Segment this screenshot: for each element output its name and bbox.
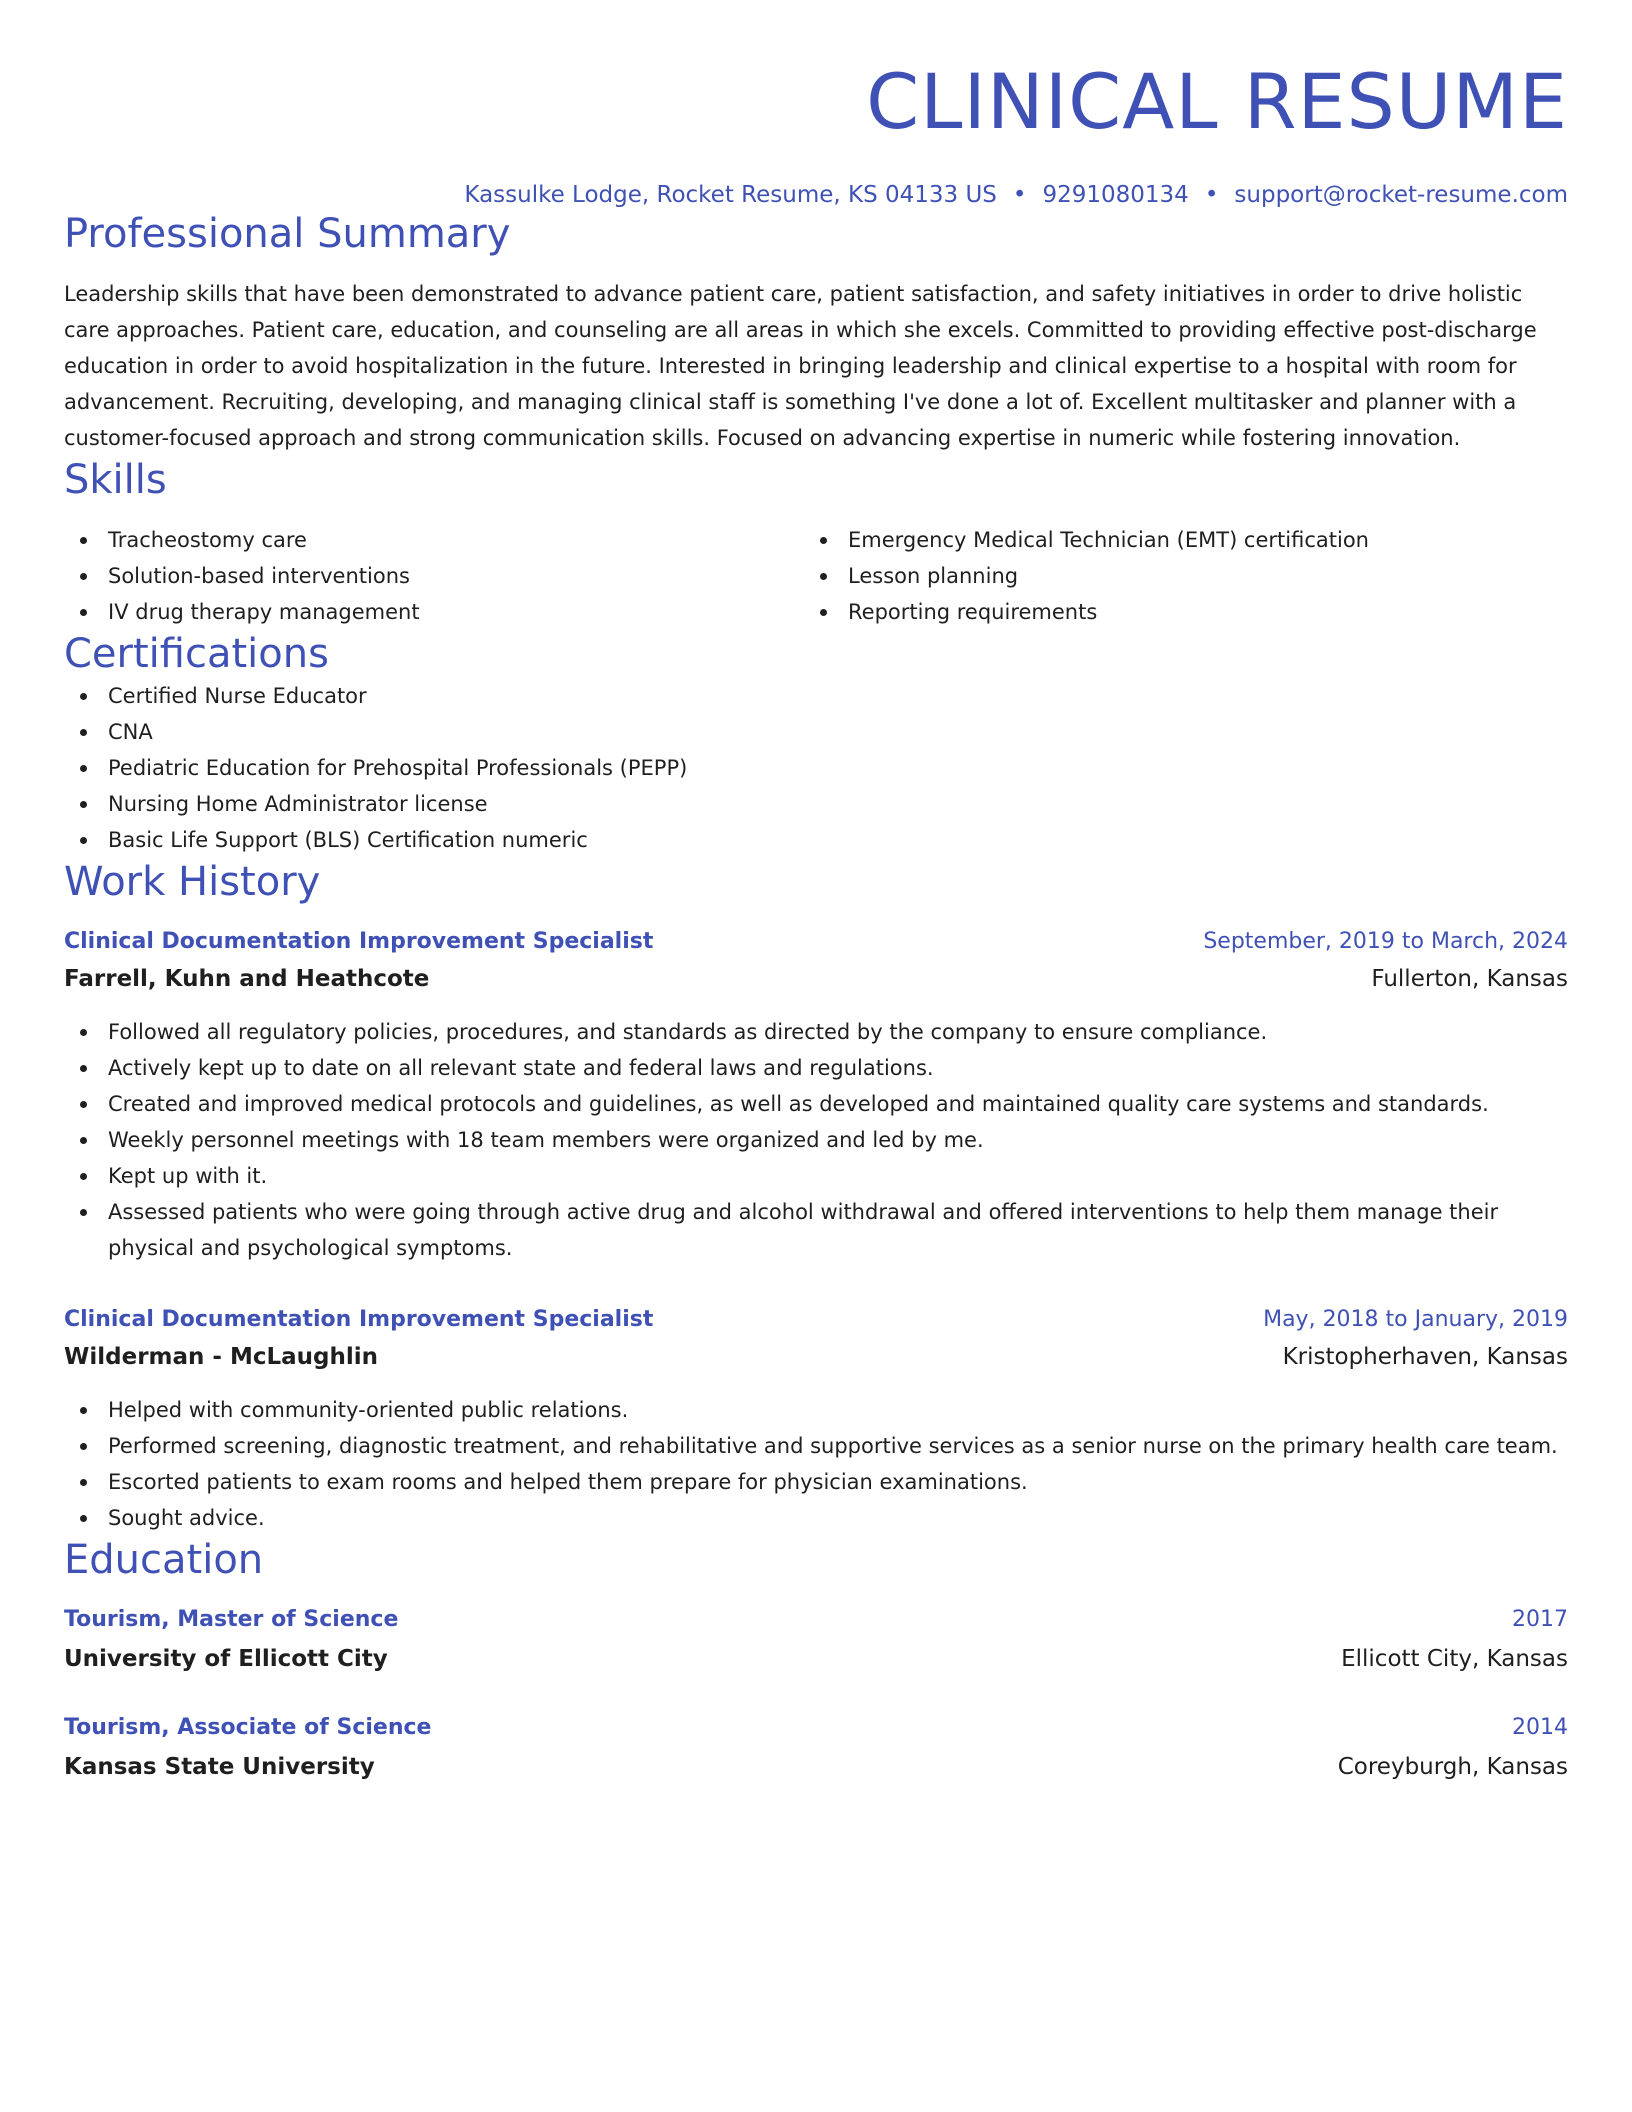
skill-item: IV drug therapy management [64,594,804,630]
education-entry [64,1710,1568,1788]
education-entry [64,1602,1568,1680]
contact-email: support@rocket-resume.com [1234,182,1568,208]
job-duty: Helped with community-oriented public relations. [64,1392,1568,1428]
skills-list-right [804,522,1568,630]
summary-text: Leadership skills that have been demonstrated to advance patient care, patient satisfaction, and safety initiatives in order to drive holistic care approaches. Patient care, education, and counseling are all areas in which she excels. Committed to providing effective post-discharge education in order to avoid hospitalization in the future. Interested in bringing leadership and clinical expertise to a hospital with room for advancement. Recruiting, developing, and managing clinical staff is something I've done a lot of. Excellent multitasker and planner with a customer-focused approach and strong communication skills. Focused on advancing expertise in numeric while fostering innovation. [64,282,1537,450]
certification-item: Basic Life Support (BLS) Certification numeric [64,822,1568,858]
contact-phone: 9291080134 [1042,182,1189,208]
contact-separator: • [1204,182,1219,208]
job-entry [64,1302,1568,1536]
certifications-heading: Certifications [64,631,329,677]
skill-item: Tracheostomy care [64,522,804,558]
job-title-row [64,1302,1568,1338]
certification-item: Nursing Home Administrator license [64,786,1568,822]
contact-separator: • [1012,182,1027,208]
contact-line [64,180,1568,210]
job-title: Clinical Documentation Improvement Specialist [64,1307,654,1332]
contact-address: Kassulke Lodge, Rocket Resume, KS 04133 US [464,182,997,208]
education-school: Kansas State University [64,1754,375,1780]
job-duty: Sought advice. [64,1500,1568,1536]
certification-item: Pediatric Education for Prehospital Professionals (PEPP) [64,750,1568,786]
skill-item: Emergency Medical Technician (EMT) certification [804,522,1568,558]
skills-list-left [64,522,804,630]
education-year: 2017 [1512,1607,1568,1632]
skill-item: Solution-based interventions [64,558,804,594]
certification-item: Certified Nurse Educator [64,678,1568,714]
education-degree-row [64,1602,1568,1638]
education-heading: Education [64,1537,264,1583]
skill-item: Lesson planning [804,558,1568,594]
job-location: Fullerton, Kansas [1371,966,1568,992]
job-location: Kristopherhaven, Kansas [1282,1344,1568,1370]
job-duties-list [64,1014,1568,1266]
summary-heading: Professional Summary [64,211,511,257]
job-duty: Performed screening, diagnostic treatment, and rehabilitative and supportive services as a senior nurse on the primary health care team. [64,1428,1568,1464]
skill-item: Reporting requirements [804,594,1568,630]
education-year: 2014 [1512,1715,1568,1740]
education-location: Ellicott City, Kansas [1341,1646,1568,1672]
education-degree-row [64,1710,1568,1746]
job-duty: Followed all regulatory policies, procedures, and standards as directed by the company to ensure compliance. [64,1014,1568,1050]
job-duty: Actively kept up to date on all relevant state and federal laws and regulations. [64,1050,1568,1086]
job-duty: Assessed patients who were going through active drug and alcohol withdrawal and offered interventions to help them manage their physical and psychological symptoms. [64,1194,1568,1266]
job-dates: May, 2018 to January, 2019 [1263,1307,1568,1332]
job-company: Wilderman - McLaughlin [64,1344,379,1370]
job-dates: September, 2019 to March, 2024 [1203,929,1568,954]
education-degree: Tourism, Master of Science [64,1607,399,1632]
certification-item: CNA [64,714,1568,750]
education-school: University of Ellicott City [64,1646,388,1672]
job-entry [64,924,1568,1266]
job-company-row [64,1338,1568,1376]
education-school-row [64,1638,1568,1680]
job-company: Farrell, Kuhn and Heathcote [64,966,430,992]
education-degree: Tourism, Associate of Science [64,1715,432,1740]
work-history-heading: Work History [64,859,321,905]
education-location: Coreyburgh, Kansas [1337,1754,1568,1780]
job-duty: Kept up with it. [64,1158,1568,1194]
skills-grid [64,522,1568,630]
job-company-row [64,960,1568,998]
certifications-list [64,678,1568,858]
resume-name: CLINICAL RESUME [866,57,1568,146]
job-title-row [64,924,1568,960]
job-duty: Escorted patients to exam rooms and helped them prepare for physician examinations. [64,1464,1568,1500]
job-title: Clinical Documentation Improvement Specialist [64,929,654,954]
job-duty: Created and improved medical protocols and guidelines, as well as developed and maintained quality care systems and standards. [64,1086,1568,1122]
job-duty: Weekly personnel meetings with 18 team members were organized and led by me. [64,1122,1568,1158]
skills-heading: Skills [64,457,167,503]
job-duties-list [64,1392,1568,1536]
education-school-row [64,1746,1568,1788]
